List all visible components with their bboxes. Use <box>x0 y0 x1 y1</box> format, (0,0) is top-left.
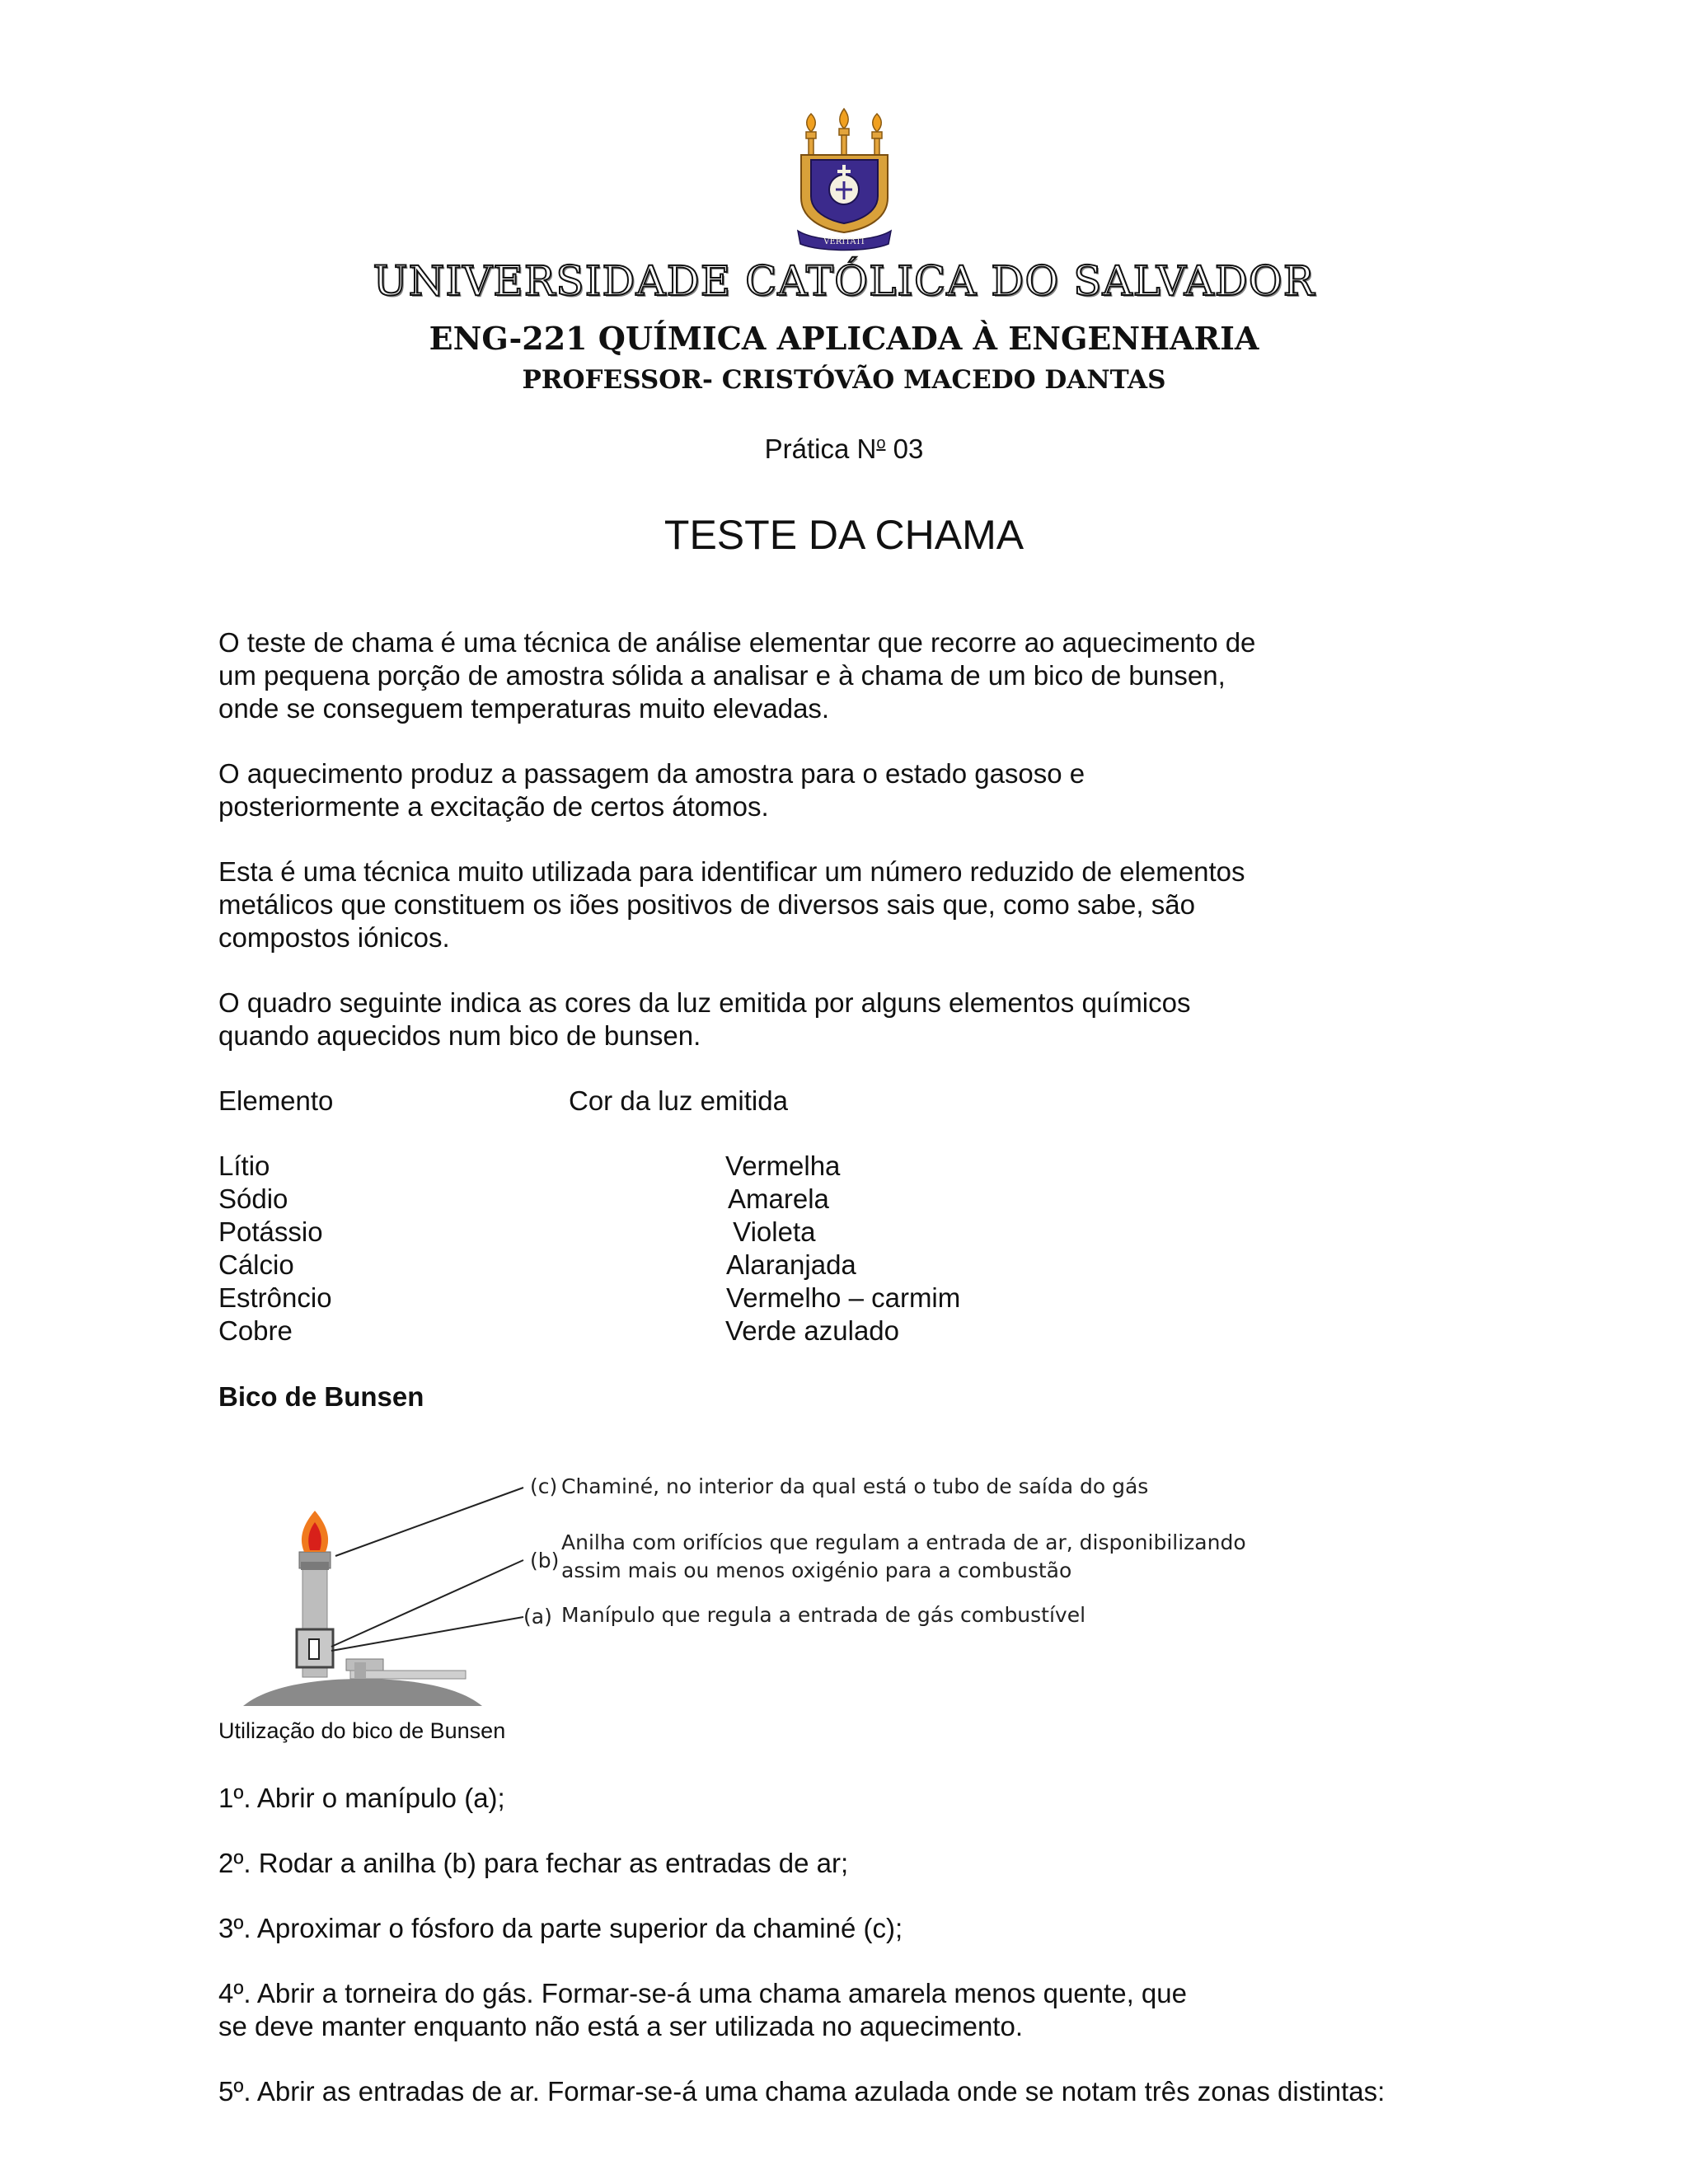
step-5 <box>218 2075 1620 2108</box>
university-name: UNIVERSIDADE CATÓLICA DO SALVADOR <box>373 257 1315 305</box>
step-line: 4º. Abrir a torneira do gás. Formar-se-á uma chama amarela menos quente, que <box>218 1978 1187 2008</box>
crest-motto: VERITATI <box>823 237 865 246</box>
step-4 <box>218 1977 1504 2043</box>
diagram-label-ring-line2: assim mais ou menos oxigénio para a combustão <box>561 1558 1072 1582</box>
paragraph-intro <box>218 626 1504 725</box>
paragraph-line: metálicos que constituem os iões positivos de diversos sais que, como sabe, são <box>218 889 1195 920</box>
step-line: 3º. Aproximar o fósforo da parte superior da chaminé (c); <box>218 1913 903 1943</box>
practice-ordinal: o <box>876 434 886 452</box>
table-cell-element: Sódio <box>218 1183 288 1214</box>
professor-name: PROFESSOR- CRISTÓVÃO MACEDO DANTAS <box>522 365 1166 395</box>
step-line: 1º. Abrir o manípulo (a); <box>218 1783 505 1813</box>
bunsen-burner-diagram <box>218 1438 1265 1710</box>
paragraph-line: O aquecimento produz a passagem da amostra para o estado gasoso e <box>218 758 1085 789</box>
diagram-caption: Utilização do bico de Bunsen <box>218 1718 506 1743</box>
step-line: 2º. Rodar a anilha (b) para fechar as entradas de ar; <box>218 1848 849 1878</box>
diagram-marker-c: (c) <box>530 1474 558 1498</box>
practice-number <box>0 434 1688 465</box>
practice-value: 03 <box>885 434 924 464</box>
table-cell-element: Estrôncio <box>218 1282 332 1313</box>
paragraph-line: O teste de chama é uma técnica de análise elementar que recorre ao aquecimento de <box>218 627 1256 658</box>
diagram-label-ring-line1: Anilha com orifícios que regulam a entrada de ar, disponibilizando <box>561 1530 1246 1554</box>
table-cell-color: Vermelho – carmim <box>726 1282 961 1313</box>
diagram-marker-a: (a) <box>523 1605 552 1629</box>
practice-prefix: Prática N <box>764 434 877 464</box>
table-header-color: Cor da luz emitida <box>569 1085 788 1116</box>
paragraph-line: compostos iónicos. <box>218 922 450 953</box>
step-line: se deve manter enquanto não está a ser utilizada no aquecimento. <box>218 2011 1023 2041</box>
university-crest-logo <box>793 107 896 251</box>
paragraph-line: posteriormente a excitação de certos átomos. <box>218 791 769 822</box>
table-cell-color: Verde azulado <box>725 1315 900 1346</box>
diagram-marker-b: (b) <box>530 1549 560 1572</box>
paragraph-table-intro <box>218 987 1504 1052</box>
paragraph-heating <box>218 757 1504 823</box>
step-line: 5º. Abrir as entradas de ar. Formar-se-á uma chama azulada onde se notam três zonas distintas: <box>218 2076 1386 2107</box>
paragraph-technique <box>218 855 1504 954</box>
diagram-label-chimney: Chaminé, no interior da qual está o tubo de saída do gás <box>561 1474 1149 1498</box>
table-header-element: Elemento <box>218 1085 334 1116</box>
bunsen-heading: Bico de Bunsen <box>218 1381 424 1412</box>
paragraph-line: quando aquecidos num bico de bunsen. <box>218 1020 701 1051</box>
table-cell-element: Cobre <box>218 1315 293 1346</box>
diagram-label-valve: Manípulo que regula a entrada de gás combustível <box>561 1603 1086 1627</box>
table-cell-color: Violeta <box>725 1216 816 1247</box>
paragraph-line: onde se conseguem temperaturas muito elevadas. <box>218 693 830 724</box>
table-cell-color: Amarela <box>728 1183 829 1214</box>
table-cell-element: Cálcio <box>218 1249 294 1280</box>
paragraph-line: O quadro seguinte indica as cores da luz emitida por alguns elementos químicos <box>218 987 1191 1018</box>
paragraph-line: Esta é uma técnica muito utilizada para identificar um número reduzido de elementos <box>218 856 1245 887</box>
paragraph-line: um pequena porção de amostra sólida a analisar e à chama de um bico de bunsen, <box>218 660 1226 691</box>
document-title: TESTE DA CHAMA <box>663 512 1025 558</box>
table-cell-color: Vermelha <box>725 1151 841 1181</box>
step-2 <box>218 1847 1504 1880</box>
table-cell-element: Potássio <box>218 1216 323 1247</box>
course-title: ENG-221 QUÍMICA APLICADA À ENGENHARIA <box>429 320 1259 357</box>
step-3 <box>218 1912 1504 1945</box>
step-1 <box>218 1782 1504 1815</box>
table-cell-element: Lítio <box>218 1151 270 1181</box>
table-cell-color: Alaranjada <box>726 1249 856 1280</box>
